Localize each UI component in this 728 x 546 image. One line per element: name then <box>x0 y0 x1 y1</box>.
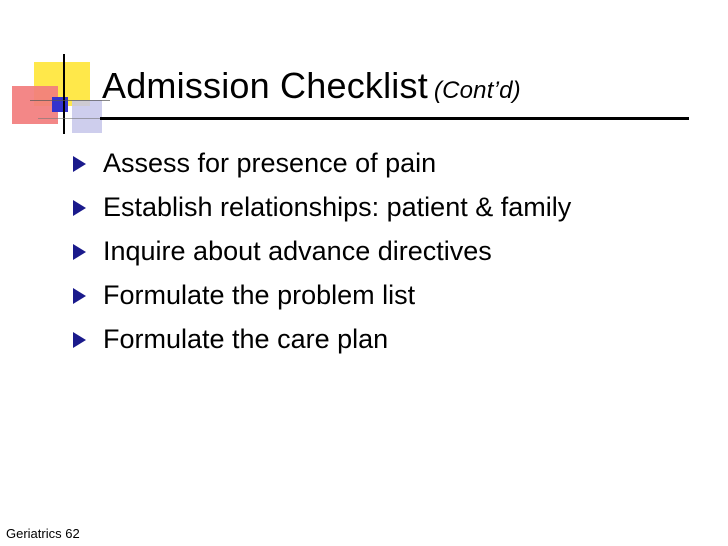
triangle-bullet-icon <box>73 288 86 304</box>
bullet-text: Inquire about advance directives <box>103 236 492 266</box>
lightblue-square <box>72 100 102 133</box>
bullet-item <box>73 273 571 317</box>
triangle-bullet-icon <box>73 332 86 348</box>
triangle-bullet-icon <box>73 200 86 216</box>
bullet-text: Establish relationships: patient & family <box>103 192 572 222</box>
logo-vertical-line <box>63 54 65 134</box>
logo-horizontal-line <box>30 100 110 101</box>
bullet-list <box>73 141 571 361</box>
bullet-item <box>73 317 571 361</box>
bullet-text: Assess for presence of pain <box>103 148 437 178</box>
bullet-text: Formulate the care plan <box>103 324 389 354</box>
bullet-item <box>73 229 571 273</box>
slide-title <box>102 62 521 115</box>
logo-horizontal-line <box>38 118 108 119</box>
title-underline <box>100 117 689 120</box>
triangle-bullet-icon <box>73 156 86 172</box>
slide-footer: Geriatrics 62 <box>6 526 80 541</box>
bullet-item <box>73 141 571 185</box>
bullet-item <box>73 185 571 229</box>
slide-title-subtitle: (Cont’d) <box>433 77 521 104</box>
triangle-bullet-icon <box>73 244 86 260</box>
slide-title-main: Admission Checklist <box>102 65 428 106</box>
bullet-text: Formulate the problem list <box>103 280 416 310</box>
